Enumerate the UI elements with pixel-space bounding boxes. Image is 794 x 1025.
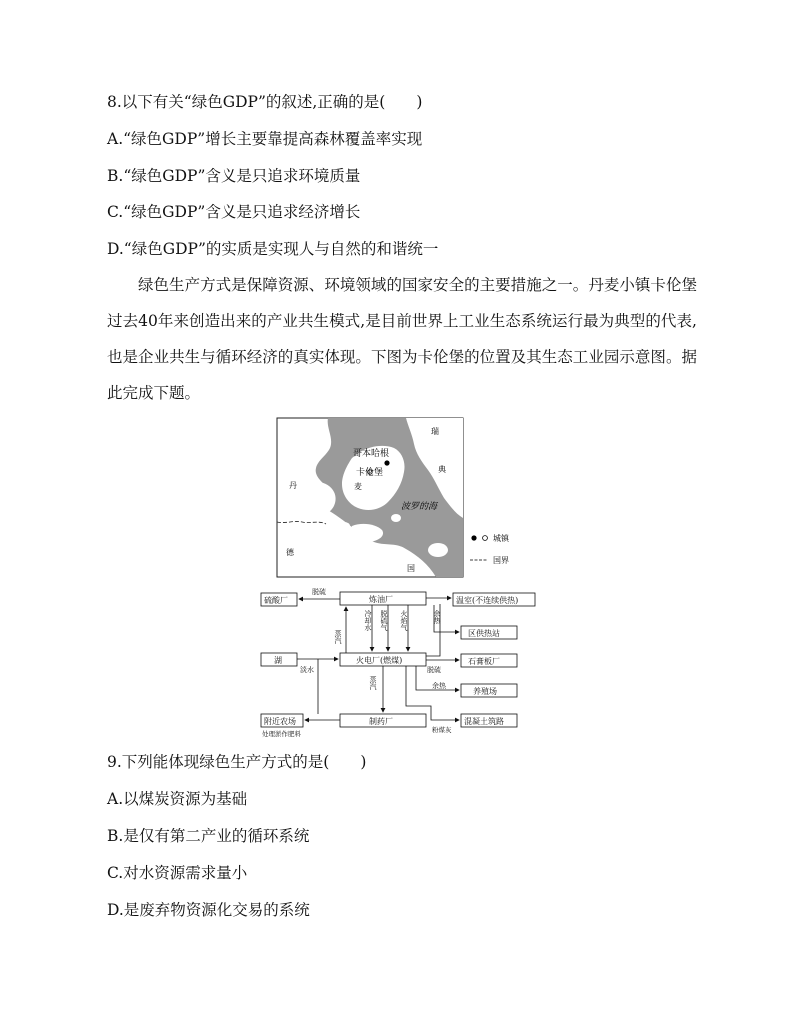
label-sludge-fertilizer: 处理淤作肥料 (262, 730, 301, 738)
label-steam-left: 蒸汽 (334, 630, 342, 644)
label-pharma: 制药厂 (369, 717, 393, 726)
legend-city-dot (471, 535, 476, 540)
q9-stem: 9.下列能体现绿色生产方式的是( ) (107, 753, 367, 771)
label-sulfuric: 硫酸厂 (264, 596, 288, 605)
label-waste-heat-mid: 余热 (432, 682, 446, 690)
label-cooling-water: 冷却水 (364, 610, 372, 631)
q9-option-d: D.是废弃物资源化交易的系统 (107, 901, 310, 919)
copenhagen-marker (384, 460, 389, 465)
label-concrete: 混凝土筑路 (464, 717, 504, 726)
label-fly-ash: 粉煤灰 (432, 726, 452, 734)
q8-option-b: B.“绿色GDP”含义是只追求环境质量 (107, 167, 361, 185)
label-gypsum: 石膏板厂 (468, 657, 500, 666)
map-legend (470, 533, 510, 565)
label-lake: 湖 (274, 656, 282, 665)
label-sweden-2: 典 (438, 465, 446, 474)
label-desulfur-mid: 脱硫 (427, 666, 441, 674)
diagram-labels (262, 587, 518, 738)
label-flame-gas: 火焰气 (400, 610, 408, 631)
q8-option-a: A.“绿色GDP”增长主要靠提高森林覆盖率实现 (107, 130, 423, 148)
q8-option-c: C.“绿色GDP”含义是只追求经济增长 (107, 203, 361, 221)
label-germany-1: 德 (286, 548, 294, 557)
label-desulfur-top: 脱硫 (312, 588, 326, 596)
label-copenhagen: 哥本哈根 (353, 449, 390, 459)
label-steam-mid: 蒸汽 (369, 676, 377, 690)
q9-option-c: C.对水资源需求量小 (107, 864, 248, 882)
label-sweden-1: 瑞 (431, 427, 439, 436)
legend-town-label: 城镇 (493, 534, 509, 543)
label-kalundborg: 卡伦堡 (356, 468, 384, 478)
label-desulfur-gas: 脱硫气 (380, 610, 388, 631)
q9-option-a: A.以煤炭资源为基础 (107, 790, 248, 808)
label-germany-2: 国 (407, 564, 415, 573)
label-greenhouse: 温室(不连续供热) (456, 596, 519, 605)
legend-border-label: 国界 (493, 556, 509, 565)
arrow-fly-ash (406, 666, 459, 720)
label-waste-heat-top: 余热 (433, 610, 441, 624)
label-denmark-2: 麦 (354, 482, 362, 491)
passage: 绿色生产方式是保障资源、环境领域的国家安全的主要措施之一。丹麦小镇卡伦堡过去40年来创造出来的产业共生模式,是目前世界上工业生态系统运行最为典型的代表,也是企业共生与循环经济的真实体现。下图为卡伦堡的位置及其生态工业园示意图。据此完成下题。 (107, 276, 697, 402)
label-refinery: 炼油厂 (369, 595, 393, 604)
small-island (391, 514, 401, 522)
figure-svg (256, 414, 546, 738)
label-farm: 附近农场 (264, 717, 296, 726)
legend-town-dot (483, 536, 488, 541)
location-map (277, 418, 463, 577)
figure (256, 414, 546, 738)
bornholm-island (428, 543, 448, 557)
label-district-heat: 区供热站 (468, 629, 500, 638)
label-denmark-1: 丹 (289, 481, 297, 490)
label-fish-farm: 养殖场 (473, 687, 497, 696)
q8-option-d: D.“绿色GDP”的实质是实现人与自然的和谐统一 (107, 240, 439, 258)
label-baltic-sea: 波罗的海 (401, 502, 438, 512)
small-island (338, 522, 350, 530)
q8-stem: 8.以下有关“绿色GDP”的叙述,正确的是( ) (107, 93, 423, 111)
label-fresh-water: 淡水 (300, 666, 314, 674)
label-power-plant: 火电厂(燃煤) (356, 656, 403, 665)
q9-option-b: B.是仅有第二产业的循环系统 (107, 827, 310, 845)
